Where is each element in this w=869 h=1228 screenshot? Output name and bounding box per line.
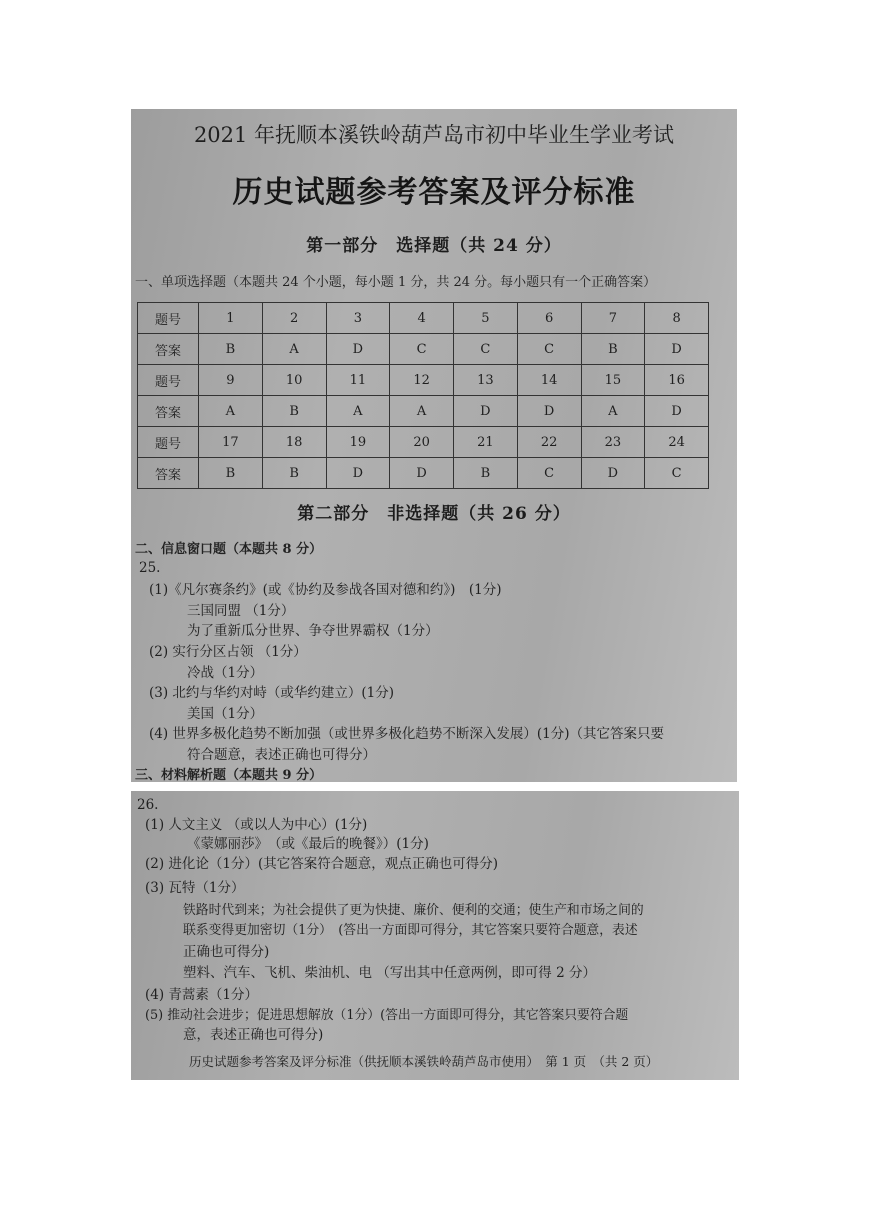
- answer-cell: D: [326, 458, 390, 489]
- q25-line: 为了重新瓜分世界、争夺世界霸权（1分）: [187, 623, 439, 639]
- question-number-cell: 13: [454, 365, 518, 396]
- answer-table: [137, 302, 709, 489]
- row-label-cell: 答案: [138, 396, 199, 427]
- q26-number: 26.: [137, 797, 159, 813]
- q26-line: 正确也可得分): [183, 944, 270, 960]
- answer-cell: C: [517, 334, 581, 365]
- question-number-cell: 8: [645, 303, 709, 334]
- q25-line: (2) 实行分区占领 （1分）: [149, 644, 307, 660]
- q26-line: 联系变得更加密切（1分） (答出一方面即可得分，其它答案只要符合题意，表述: [183, 923, 638, 938]
- row-label-cell: 题号: [138, 365, 199, 396]
- q25-line: (4) 世界多极化趋势不断加强（或世界多极化趋势不断深入发展）(1分)（其它答案只要: [149, 726, 665, 742]
- answer-cell: D: [645, 396, 709, 427]
- answer-row: [138, 458, 709, 489]
- q26-line: 《蒙娜丽莎》 （或《最后的晚餐》）(1分): [187, 836, 429, 852]
- question-number-cell: 2: [262, 303, 326, 334]
- row-label-cell: 题号: [138, 427, 199, 458]
- page-footer: 历史试题参考答案及评分标准（供抚顺本溪铁岭葫芦岛市使用） 第 1 页 （共 2 页）: [189, 1054, 659, 1069]
- answer-cell: C: [390, 334, 454, 365]
- answer-sheet-photo-bottom: [131, 791, 739, 1080]
- question-number-cell: 23: [581, 427, 645, 458]
- question-number-cell: 20: [390, 427, 454, 458]
- answer-cell: B: [454, 458, 518, 489]
- exam-title: 2021 年抚顺本溪铁岭葫芦岛市初中毕业生学业考试: [193, 123, 675, 147]
- question-number-row: [138, 365, 709, 396]
- q25-line: 符合题意，表述正确也可得分）: [187, 747, 376, 763]
- answer-cell: C: [517, 458, 581, 489]
- question-number-cell: 12: [390, 365, 454, 396]
- question-number-cell: 4: [390, 303, 454, 334]
- answer-cell: B: [262, 396, 326, 427]
- section3-heading: 三、材料解析题（本题共 9 分）: [135, 768, 323, 782]
- answer-cell: B: [199, 458, 263, 489]
- q26-line: (1) 人文主义 （或以人为中心）(1分): [145, 817, 368, 833]
- question-number-cell: 22: [517, 427, 581, 458]
- q26-line: (4) 青蒿素（1分）: [145, 987, 259, 1003]
- question-number-cell: 5: [454, 303, 518, 334]
- question-number-cell: 6: [517, 303, 581, 334]
- answer-cell: C: [454, 334, 518, 365]
- q26-line: 意，表述正确也可得分): [183, 1027, 324, 1043]
- section1-heading: 一、单项选择题（本题共 24 个小题，每小题 1 分，共 24 分。每小题只有一个正确答案）: [135, 275, 657, 290]
- q26-line: (2) 进化论（1分）(其它答案符合题意，观点正确也可得分): [145, 856, 499, 872]
- question-number-cell: 24: [645, 427, 709, 458]
- q26-line: (5) 推动社会进步；促进思想解放（1分）(答出一方面即可得分，其它答案只要符合题: [145, 1008, 629, 1023]
- q25-line: 冷战（1分）: [187, 665, 264, 681]
- row-label-cell: 答案: [138, 334, 199, 365]
- question-number-cell: 10: [262, 365, 326, 396]
- q25-line: (3) 北约与华约对峙（或华约建立）(1分): [149, 685, 395, 701]
- answer-cell: B: [581, 334, 645, 365]
- answer-cell: D: [326, 334, 390, 365]
- answer-sheet-photo-top: [131, 109, 737, 782]
- question-number-row: [138, 427, 709, 458]
- answer-cell: A: [199, 396, 263, 427]
- q25-line: 美国（1分）: [187, 706, 264, 722]
- answer-cell: C: [645, 458, 709, 489]
- question-number-cell: 1: [199, 303, 263, 334]
- answer-cell: D: [581, 458, 645, 489]
- question-number-cell: 15: [581, 365, 645, 396]
- question-number-cell: 11: [326, 365, 390, 396]
- q26-line: 塑料、汽车、飞机、柴油机、电 （写出其中任意两例，即可得 2 分）: [183, 965, 596, 981]
- document-title: 历史试题参考答案及评分标准: [232, 175, 636, 210]
- question-number-row: [138, 303, 709, 334]
- answer-cell: A: [262, 334, 326, 365]
- part1-title: 第一部分 选择题（共 24 分）: [306, 236, 562, 256]
- question-number-cell: 21: [454, 427, 518, 458]
- answer-cell: D: [454, 396, 518, 427]
- row-label-cell: 答案: [138, 458, 199, 489]
- answer-cell: A: [326, 396, 390, 427]
- answer-cell: D: [645, 334, 709, 365]
- question-number-cell: 18: [262, 427, 326, 458]
- q26-line: (3) 瓦特（1分）: [145, 880, 245, 896]
- row-label-cell: 题号: [138, 303, 199, 334]
- q25-number: 25.: [139, 560, 161, 576]
- question-number-cell: 16: [645, 365, 709, 396]
- q25-line: 三国同盟 （1分）: [187, 603, 295, 619]
- answer-cell: D: [390, 458, 454, 489]
- section2-heading: 二、信息窗口题（本题共 8 分）: [135, 542, 323, 557]
- answer-row: [138, 396, 709, 427]
- question-number-cell: 14: [517, 365, 581, 396]
- question-number-cell: 17: [199, 427, 263, 458]
- answer-row: [138, 334, 709, 365]
- answer-cell: A: [581, 396, 645, 427]
- question-number-cell: 19: [326, 427, 390, 458]
- question-number-cell: 9: [199, 365, 263, 396]
- question-number-cell: 3: [326, 303, 390, 334]
- part2-title: 第二部分 非选择题（共 26 分）: [297, 504, 571, 524]
- answer-cell: D: [517, 396, 581, 427]
- answer-cell: A: [390, 396, 454, 427]
- question-number-cell: 7: [581, 303, 645, 334]
- answer-cell: B: [262, 458, 326, 489]
- q25-line: (1)《凡尔赛条约》(或《协约及参战各国对德和约》) (1分): [149, 582, 502, 598]
- answer-cell: B: [199, 334, 263, 365]
- q26-line: 铁路时代到来；为社会提供了更为快捷、廉价、便利的交通；使生产和市场之间的: [183, 903, 644, 918]
